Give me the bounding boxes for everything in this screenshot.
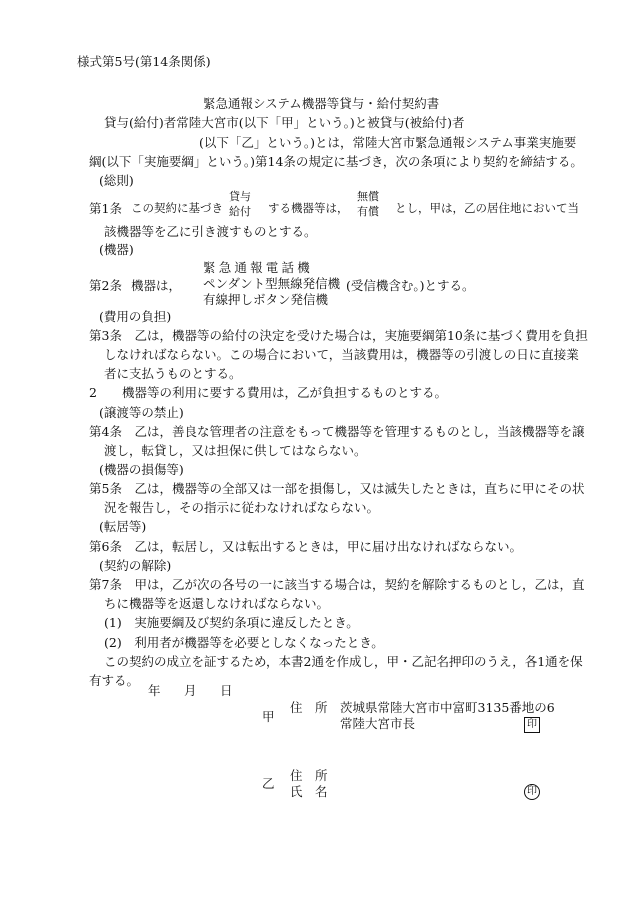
article4-line: 第4条 乙は，善良な管理者の注意をもって機器等を管理するものとし，当該機器等を譲	[89, 424, 585, 439]
article6-heading: (転居等)	[99, 519, 147, 534]
article2-heading: (機器)	[99, 242, 134, 257]
party-a-label: 甲	[262, 709, 275, 724]
party-b-address-label: 住 所	[290, 768, 328, 783]
intro-line: 綱(以下「実施要綱」という。)第14条の規定に基づき，次の条項により契約を締結する。	[89, 154, 583, 169]
article7-item: (2) 利用者が機器等を必要としなくなったとき。	[104, 635, 384, 650]
article3-line: 者に支払うものとする。	[104, 366, 242, 381]
intro-line: (以下「乙」という。)とは，常陸大宮市緊急通報システム事業実施要	[199, 135, 577, 150]
article3-line: しなければならない。この場合において，当該費用は，機器等の引渡しの日に直接業	[104, 347, 579, 362]
article4-line: 渡し，転貸し，又は担保に供してはならない。	[104, 443, 367, 458]
article1-choice-lend-give	[229, 189, 251, 219]
article3-line: 第3条 乙は，機器等の給付の決定を受けた場合は，実施要綱第10条に基づく費用を負担	[89, 328, 588, 343]
document-title: 緊急通報システム機器等貸与・給付契約書	[203, 96, 440, 111]
choice-option-give: 給付	[229, 205, 251, 218]
article1-label: 第1条	[89, 201, 122, 216]
article7-line: ちに機器等を返還しなければならない。	[104, 596, 330, 611]
choice-option-paid: 有償	[357, 205, 379, 218]
article1-line2: 該機器等を乙に引き渡すものとする。	[104, 224, 317, 239]
date-month: 月	[184, 683, 197, 698]
article2-label: 第2条	[89, 278, 122, 293]
article7-heading: (契約の解除)	[99, 558, 172, 573]
party-a-seal: 印	[524, 717, 540, 733]
article5-line: 況を報告し，その指示に従わなければならない。	[104, 500, 380, 515]
article7-item: (1) 実施要綱及び契約条項に違反したとき。	[104, 615, 359, 630]
article4-heading: (譲渡等の禁止)	[99, 405, 184, 420]
article5-line: 第5条 乙は，機器等の全部又は一部を損傷し，又は滅失したときは，直ちに甲にその状	[89, 481, 585, 496]
party-a-address: 茨城県常陸大宮市中富町3135番地の6	[340, 700, 555, 715]
party-a-name: 常陸大宮市長	[340, 716, 416, 731]
article6-line: 第6条 乙は，転居し，又は転出するときは，甲に届け出なければならない。	[89, 539, 522, 554]
device-item: 有線押しボタン発信機	[203, 292, 329, 307]
article3-heading: (費用の負担)	[99, 309, 172, 324]
party-a-address-label: 住 所	[290, 700, 328, 715]
intro-line: 貸与(給付)者常陸大宮市(以下「甲」という。)と被貸与(被給付)者	[104, 115, 465, 130]
article2-suffix: (受信機含む。)とする。	[346, 278, 475, 293]
closing-line: 有する。	[89, 673, 140, 688]
device-item: 緊急通報電話機	[203, 260, 313, 275]
article3-paragraph2: 2 機器等の利用に要する費用は，乙が負担するものとする。	[89, 385, 447, 400]
form-label: 様式第5号(第14条関係)	[77, 54, 211, 69]
article1-text-a: この契約に基づき	[131, 201, 223, 215]
device-item: ペンダント型無線発信機	[203, 276, 341, 291]
choice-option-lend: 貸与	[229, 190, 251, 203]
party-b-seal: 印	[524, 784, 540, 800]
date-year: 年	[148, 683, 161, 698]
article1-choice-free-paid	[357, 189, 379, 219]
article5-heading: (機器の損傷等)	[99, 462, 184, 477]
choice-option-free: 無償	[357, 190, 379, 203]
party-b-label: 乙	[262, 776, 275, 791]
article2-text: 機器は，	[131, 278, 182, 293]
article1-text-c: とし，甲は，乙の居住地において当	[395, 201, 579, 215]
closing-line: この契約の成立を証するため，本書2通を作成し，甲・乙記名押印のうえ，各1通を保	[104, 654, 583, 669]
article1-text-b: する機器等は，	[268, 201, 349, 215]
article1-heading: (総則)	[99, 173, 134, 188]
article2-device-list	[203, 260, 340, 308]
party-b-name-label: 氏 名	[290, 784, 328, 799]
article7-line: 第7条 甲は，乙が次の各号の一に該当する場合は，契約を解除するものとし，乙は，直	[89, 577, 585, 592]
date-day: 日	[220, 683, 233, 698]
